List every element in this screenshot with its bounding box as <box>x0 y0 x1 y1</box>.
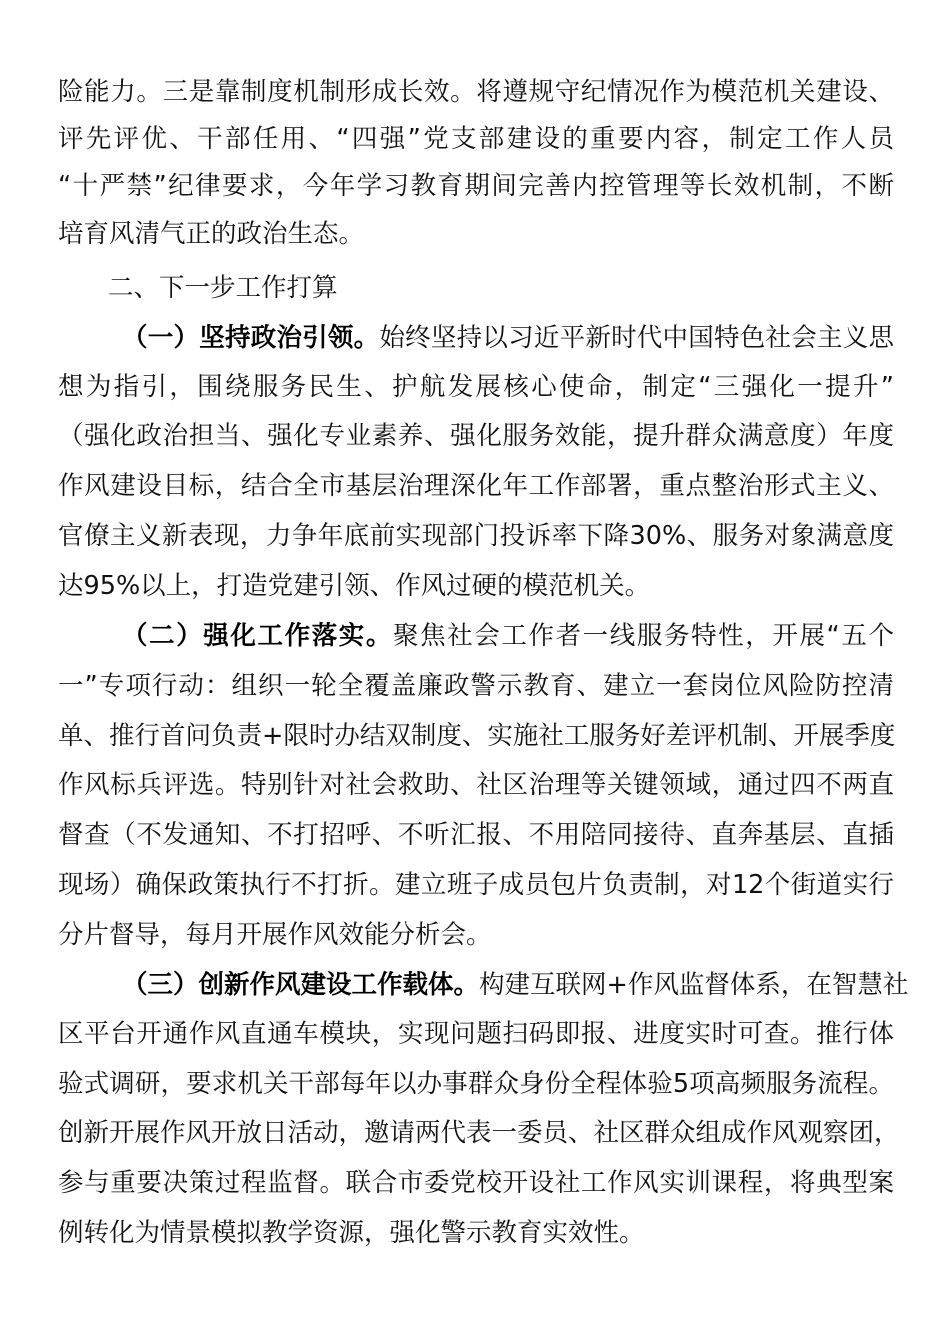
text-line: 单、推行首问负责+限时办结双制度、实施社工服务好差评机制、开展季度 <box>58 721 896 751</box>
paragraph-text: 五个 <box>839 621 894 651</box>
text-line: 培育风清气正的政治生态。 <box>58 219 365 249</box>
paragraph-text: 构建互联网+作风监督体系，在智慧 <box>479 970 883 1000</box>
text-line: 作风标兵评选。特别针对社会救助、社区治理等关键领域，通过四不两直 <box>58 770 894 800</box>
text-line: 官僚主义新表现，力争年底前实现部门投诉率下降30%、服务对象满意度 <box>58 521 894 551</box>
text-line: 例转化为情景模拟教学资源，强化警示教育实效性。 <box>58 1218 645 1248</box>
paragraph-text: 始终坚持以习近平新时代中国特色社会主义 <box>379 323 869 353</box>
text-line: 评先评优、干部任用、“四强”党支部建设的重要内容，制定工作人员 <box>58 124 894 154</box>
paragraph-text: 社 <box>882 970 909 1000</box>
text-line: 区平台开通作风直通车模块，实现问题扫码即报、进度实时可查。推行体 <box>58 1019 894 1049</box>
section-title: （三）创新作风建设工作载体。 <box>122 970 480 1000</box>
paragraph-first-line <box>122 611 894 661</box>
text-line: 验式调研，要求机关干部每年以办事群众身份全程体验5项高频服务流程。 <box>58 1069 894 1099</box>
paragraph-first-line <box>122 960 909 1010</box>
text-line: 险能力。三是靠制度机制形成长效。将遵规守纪情况作为模范机关建设、 <box>58 77 894 107</box>
text-line: 参与重要决策过程监督。联合市委党校开设社工作风实训课程，将典型案 <box>58 1168 894 1198</box>
text-line: 想为指引，围绕服务民生、护航发展核心使命，制定“三强化一提升” <box>58 372 894 402</box>
paragraph-first-line <box>122 313 894 363</box>
text-line: “十严禁”纪律要求，今年学习教育期间完善内控管理等长效机制，不断 <box>58 171 894 201</box>
text-line: 现场）确保政策执行不打折。建立班子成员包片负责制，对12个街道实行 <box>58 870 894 900</box>
paragraph-text: 聚焦社会工作者一线服务特性，开展“ <box>392 621 840 651</box>
section-title: （二）强化工作落实。 <box>122 621 393 651</box>
text-line: 创新开展作风开放日活动，邀请两代表一委员、社区群众组成作风观察团， <box>58 1118 900 1148</box>
paragraph-text: 思 <box>868 323 894 353</box>
text-line: 一”专项行动：组织一轮全覆盖廉政警示教育、建立一套岗位风险防控清 <box>58 671 894 701</box>
text-line: 督查（不发通知、不打招呼、不听汇报、不用陪同接待、直奔基层、直插 <box>58 820 894 850</box>
section-title: （一）坚持政治引领。 <box>122 323 380 353</box>
text-line: 达95%以上，打造党建引领、作风过硬的模范机关。 <box>58 571 651 601</box>
section-heading: 二、下一步工作打算 <box>108 273 338 303</box>
text-line: 分片督导，每月开展作风效能分析会。 <box>58 920 492 950</box>
text-line: 作风建设目标，结合全市基层治理深化年工作部署，重点整治形式主义、 <box>58 471 894 501</box>
text-line: （强化政治担当、强化专业素养、强化服务效能，提升群众满意度）年度 <box>58 421 894 451</box>
